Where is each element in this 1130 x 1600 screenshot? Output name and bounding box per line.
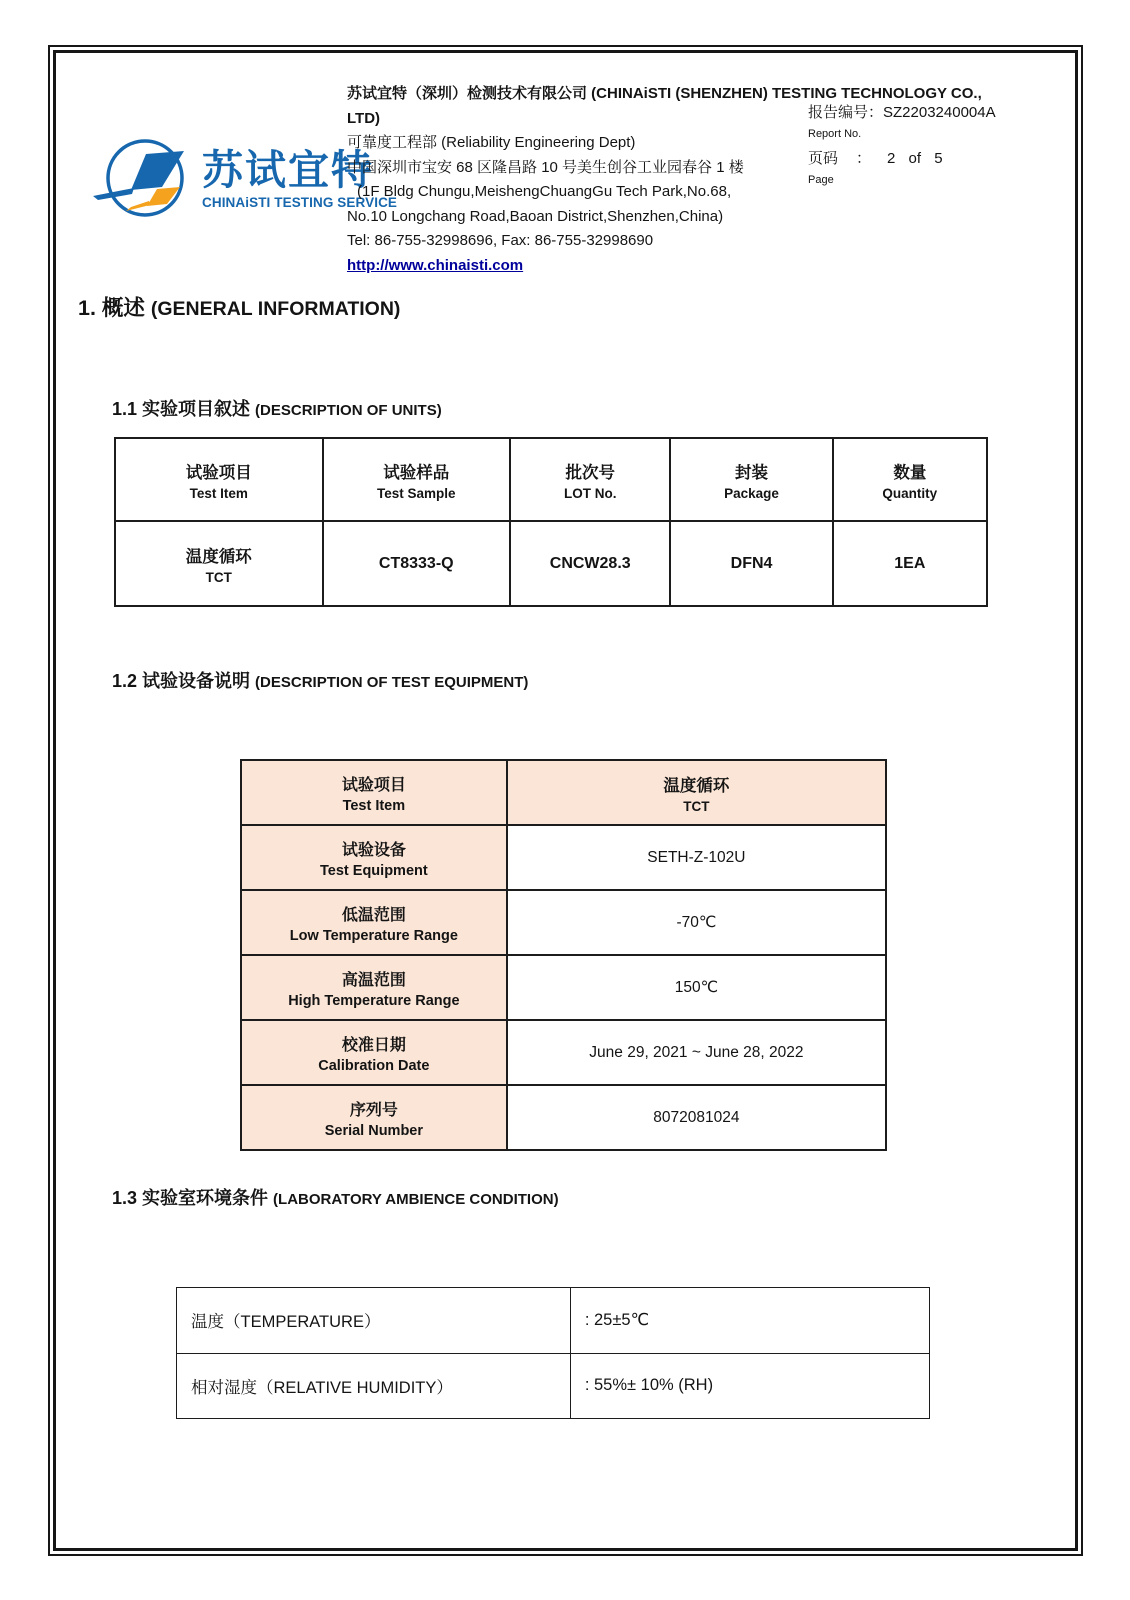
equip-value-test-item (507, 760, 886, 825)
company-name-line2: LTD) (347, 109, 381, 127)
ambience-row-humidity (177, 1353, 930, 1419)
ambience-row-temperature (177, 1288, 930, 1354)
equip-value-serial-number (507, 1085, 886, 1150)
header-test-item-cn: 试验项目 (185, 463, 252, 482)
page-label-en: Page (808, 174, 834, 186)
website-link[interactable]: http://www.chinaisti.com (347, 256, 524, 274)
header-test-item-en: Test Item (189, 485, 248, 501)
cell-package-value (670, 521, 832, 606)
section-1-heading-en: (GENERAL INFORMATION) (150, 298, 401, 320)
logo-brand-cn: 苏试宜特 (202, 146, 374, 195)
header-test-sample-cn: 试验样品 (383, 463, 450, 482)
header-lot-no-cn: 批次号 (565, 463, 615, 482)
section-1-heading-cn: 1. 概述 (78, 296, 151, 320)
header-package-cn: 封装 (735, 463, 769, 482)
section-1-1-heading (112, 395, 442, 421)
tel-fax-line: Tel: 86-755-32998696, Fax: 86-755-32998690 (347, 232, 654, 249)
equipment-table (240, 759, 887, 1151)
header-lot-no-en: LOT No. (563, 485, 617, 501)
equip-value-high-temp (507, 955, 886, 1020)
equip-label-low-temp-en: Low Temperature Range (289, 927, 458, 944)
report-no-row (808, 103, 996, 123)
equip-value-test-equipment (507, 825, 886, 890)
equip-label-calibration-date (241, 1020, 507, 1085)
equip-label-test-item-cn: 试验项目 (341, 776, 406, 794)
quantity-value: 1EA (894, 554, 926, 572)
address-cn: 中国深圳市宝安 68 区隆昌路 10 号美生创谷工业园春谷 1 楼 (347, 158, 744, 176)
report-no-value: SZ2203240004A (883, 104, 996, 121)
equip-label-test-equipment (241, 825, 507, 890)
equip-label-high-temp-cn: 高温范围 (341, 971, 406, 989)
test-item-value-cn: 温度循环 (185, 547, 252, 566)
section-1-1-heading-cn: 1.1 实验项目叙述 (112, 399, 256, 419)
units-table-data-row (115, 521, 987, 606)
equip-value-test-equipment-text: SETH-Z-102U (647, 848, 746, 866)
ambience-table (176, 1287, 930, 1419)
ambience-label-humidity: 相对湿度（RELATIVE HUMIDITY） (177, 1353, 571, 1419)
header-cell-lot-no (510, 438, 670, 521)
equipment-row-low-temp (241, 890, 886, 955)
report-meta (808, 103, 996, 190)
equipment-row-test-item (241, 760, 886, 825)
lot-no-value: CNCW28.3 (549, 554, 631, 572)
section-1-2-heading (112, 667, 528, 693)
page-label-cn: 页码 (808, 150, 839, 167)
company-name-line1: 苏试宜特（深圳）检测技术有限公司 (CHINAiSTI (SHENZHEN) TESTING TECHNOLOGY CO., (347, 85, 982, 102)
address-en-line2: No.10 Longchang Road,Baoan District,Shenzhen,China) (347, 207, 724, 225)
equip-label-high-temp-en: High Temperature Range (288, 992, 460, 1009)
section-1-3-heading-en: (LABORATORY AMBIENCE CONDITION) (273, 1191, 559, 1208)
page-number-row (808, 149, 996, 169)
header-cell-package (670, 438, 832, 521)
equip-label-calibration-date-cn: 校准日期 (341, 1036, 406, 1054)
cell-lot-no-value (510, 521, 670, 606)
equip-label-test-item-en: Test Item (342, 797, 406, 814)
equip-value-test-item-cn: 温度循环 (663, 776, 730, 795)
header-quantity-cn: 数量 (893, 463, 927, 482)
ambience-label-temperature: 温度（TEMPERATURE） (177, 1288, 571, 1354)
equip-value-test-item-en: TCT (683, 798, 710, 814)
logo-brand-en: CHINAiSTI TESTING SERVICE (202, 194, 398, 210)
ambience-value-humidity: : 55%± 10% (RH) (570, 1353, 929, 1419)
equip-label-serial-number-cn: 序列号 (349, 1101, 398, 1119)
header-package-en: Package (724, 485, 779, 501)
report-no-label-cn: 报告编号： (808, 104, 884, 121)
page-colon: ： (856, 150, 872, 167)
test-item-value-en: TCT (205, 569, 232, 585)
chinaisti-logo-icon (90, 132, 194, 228)
equip-value-high-temp-text: 150℃ (674, 979, 718, 996)
equipment-row-high-temp (241, 955, 886, 1020)
section-1-2-heading-cn: 1.2 试验设备说明 (112, 671, 256, 691)
equipment-row-serial-number (241, 1085, 886, 1150)
equip-value-low-temp (507, 890, 886, 955)
page-number-value: 2 of 5 (887, 150, 943, 167)
equipment-row-calibration-date (241, 1020, 886, 1085)
header-cell-quantity (833, 438, 987, 521)
cell-test-item-value (115, 521, 323, 606)
equip-label-calibration-date-en: Calibration Date (318, 1057, 430, 1074)
equip-value-calibration-date (507, 1020, 886, 1085)
address-en-line1: (1F Bldg Chungu,MeishengChuangGu Tech Park,No.68, (357, 183, 732, 200)
header-cell-test-item (115, 438, 323, 521)
equip-value-low-temp-text: -70℃ (676, 914, 717, 931)
header-quantity-en: Quantity (882, 485, 938, 501)
header-test-sample-en: Test Sample (377, 485, 456, 501)
equip-label-high-temp (241, 955, 507, 1020)
section-1-3-heading (112, 1184, 559, 1210)
section-1-3-heading-cn: 1.3 实验室环境条件 (112, 1188, 274, 1208)
equip-label-serial-number (241, 1085, 507, 1150)
equip-value-calibration-date-text: June 29, 2021 ~ June 28, 2022 (589, 1043, 804, 1061)
equip-label-serial-number-en: Serial Number (324, 1122, 424, 1139)
equip-label-test-equipment-cn: 试验设备 (341, 841, 406, 859)
department-line: 可靠度工程部 (Reliability Engineering Dept) (347, 134, 636, 151)
package-value: DFN4 (730, 554, 773, 572)
equip-label-low-temp-cn: 低温范围 (341, 906, 406, 924)
units-table (114, 437, 988, 607)
cell-test-sample-value (323, 521, 510, 606)
cell-quantity-value (833, 521, 987, 606)
equipment-row-test-equipment (241, 825, 886, 890)
header-cell-test-sample (323, 438, 510, 521)
equip-label-test-item (241, 760, 507, 825)
section-1-heading (78, 291, 400, 322)
section-1-1-heading-en: (DESCRIPTION OF UNITS) (255, 402, 442, 419)
equip-value-serial-number-text: 8072081024 (653, 1108, 740, 1126)
ambience-value-temperature: : 25±5℃ (570, 1288, 929, 1354)
report-no-label-en: Report No. (808, 128, 862, 140)
test-sample-value: CT8333-Q (378, 554, 454, 572)
section-1-2-heading-en: (DESCRIPTION OF TEST EQUIPMENT) (255, 674, 529, 691)
units-table-header-row (115, 438, 987, 521)
equip-label-test-equipment-en: Test Equipment (320, 862, 428, 879)
equip-label-low-temp (241, 890, 507, 955)
